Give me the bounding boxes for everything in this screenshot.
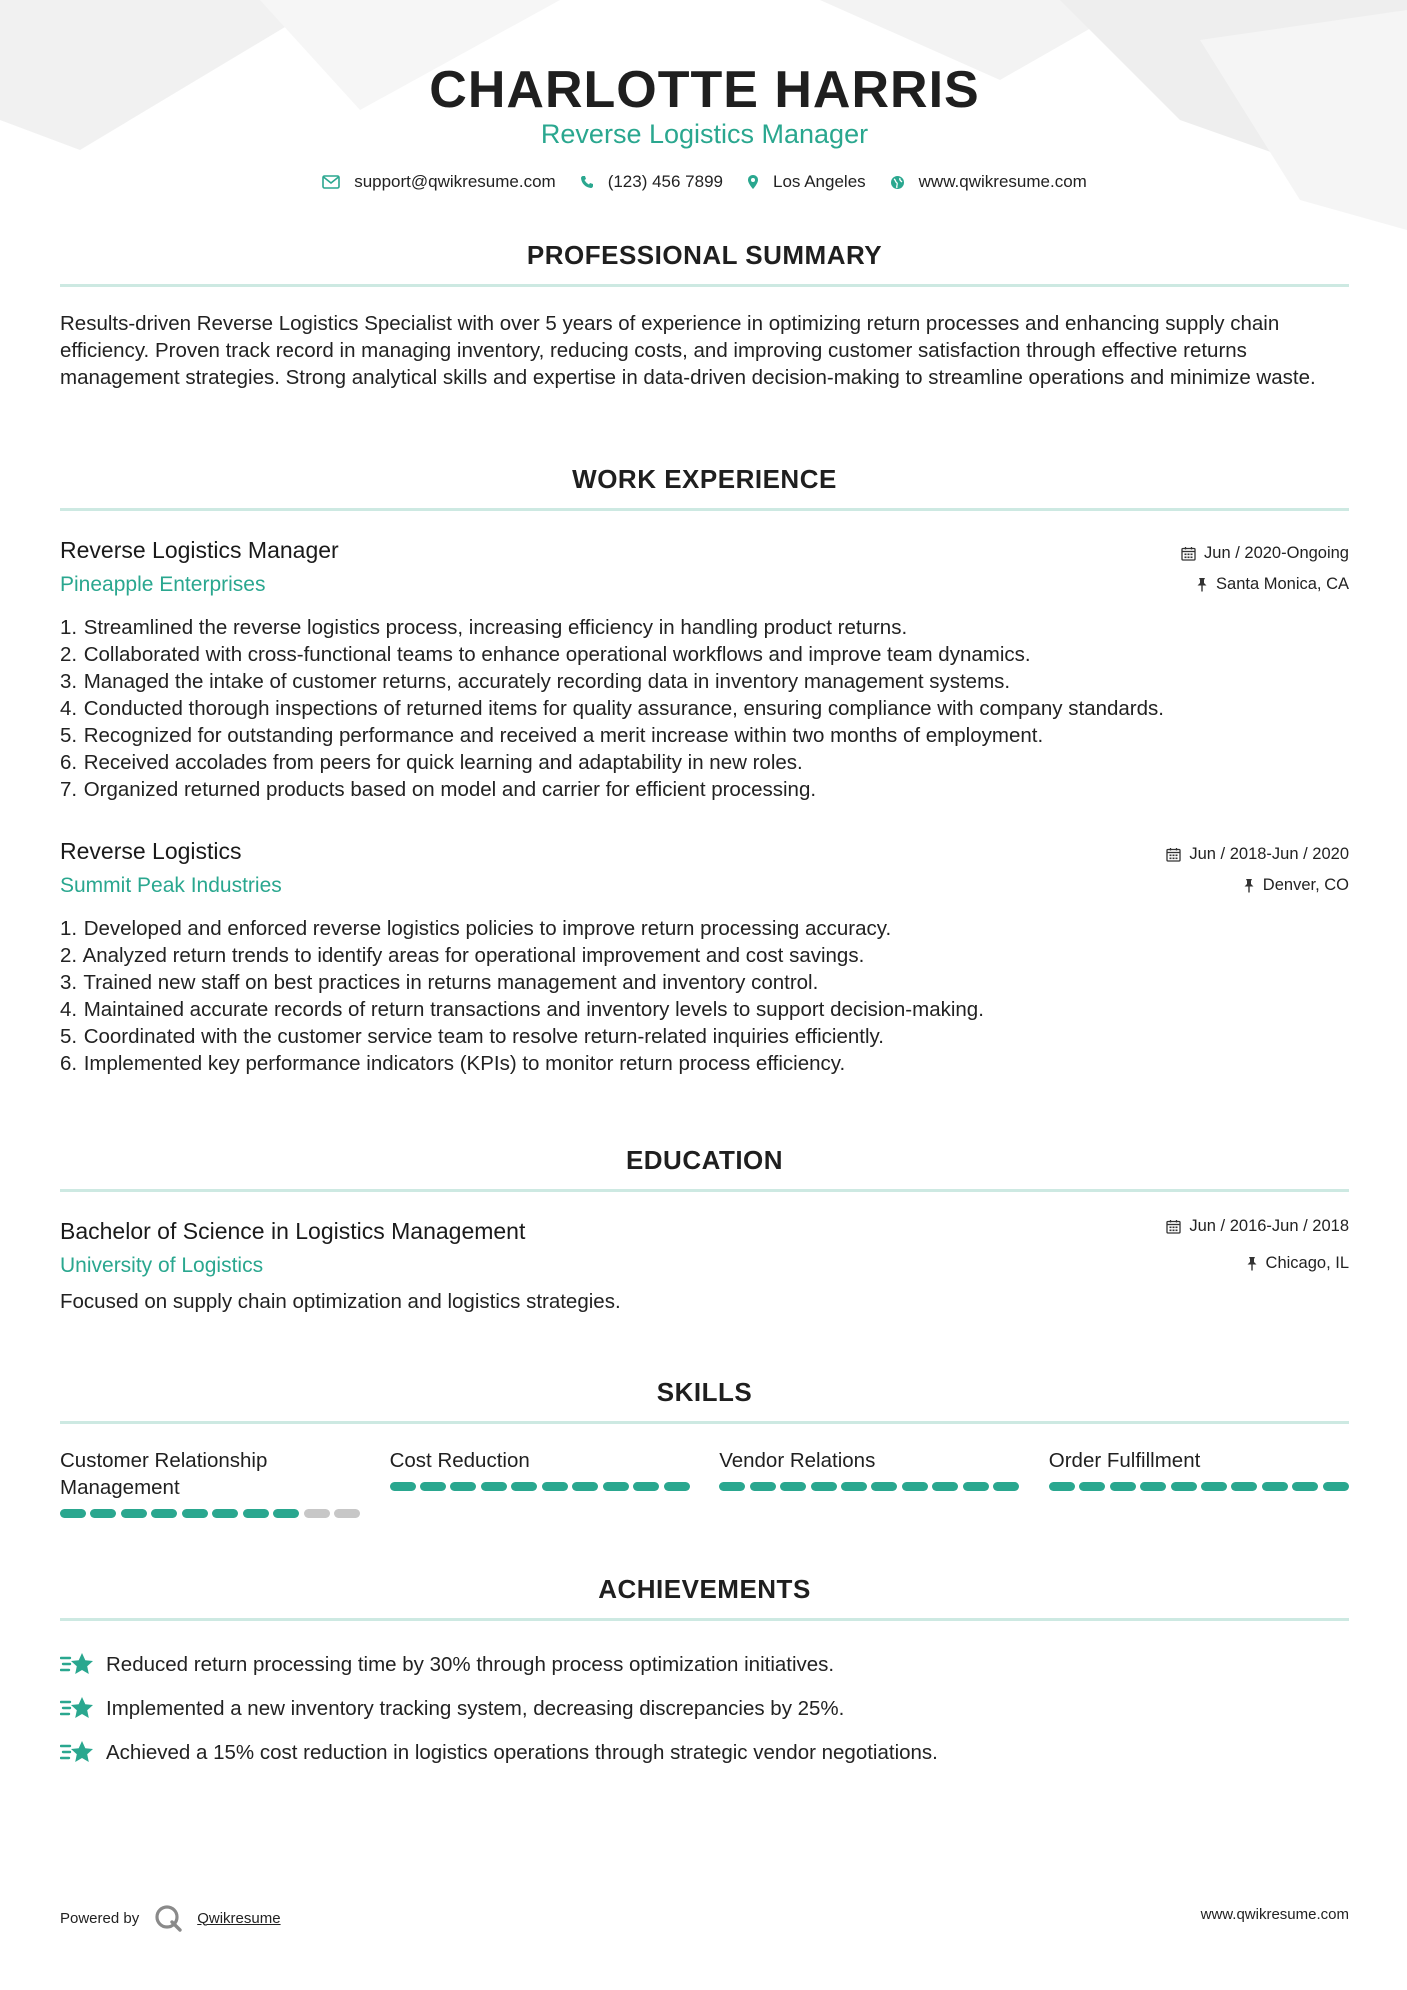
list-item: 5. Recognized for outstanding performance and received a merit increase within two months of employment. [60, 724, 1044, 747]
summary-text: Results-driven Reverse Logistics Specialist with over 5 years of experience in optimizing return processes and enhancing supply chain efficiency. Proven track record in managing inventory, reducing costs, and improving customer satisfaction through effective returns management strategies. Strong analytical skills and expertise in data-driven decision-making to streamline operations and minimize waste. [60, 312, 1316, 389]
envelope-icon [322, 175, 340, 189]
list-item: 2. Analyzed return trends to identify areas for operational improvement and cost savings. [60, 944, 865, 967]
education-description: Focused on supply chain optimization and logistics strategies. [60, 1290, 621, 1313]
job-company: Pineapple Enterprises [60, 573, 266, 596]
skill-level-bar [719, 1482, 1019, 1491]
skill-segment-filled [182, 1509, 208, 1518]
achievements-list [60, 1643, 1349, 1775]
list-item: 5. Coordinated with the customer service team to resolve return-related inquiries efficiently. [60, 1025, 884, 1048]
achievement-text: Reduced return processing time by 30% through process optimization initiatives. [106, 1653, 835, 1676]
shooting-star-icon [60, 1695, 94, 1723]
list-item-text: Recognized for outstanding performance and received a merit increase within two months of employment. [83, 724, 1044, 747]
shooting-star-icon [60, 1651, 94, 1679]
skill-segment-filled [273, 1509, 299, 1518]
skill-segment-filled [90, 1509, 116, 1518]
skill-segment-filled [902, 1482, 928, 1491]
candidate-title: Reverse Logistics Manager [540, 119, 869, 149]
skill-segment-filled [932, 1482, 958, 1491]
skill-segment-filled [1140, 1482, 1166, 1491]
job-location-text: Santa Monica, CA [1216, 575, 1349, 593]
contact-phone[interactable] [580, 172, 723, 192]
skill-segment-filled [420, 1482, 446, 1491]
skill-segment-filled [1201, 1482, 1227, 1491]
skill-segment-filled [780, 1482, 806, 1491]
achievement-item [60, 1687, 1349, 1731]
contact-website-text: www.qwikresume.com [918, 172, 1087, 191]
skills-grid [60, 1447, 1349, 1518]
achievement-item [60, 1643, 1349, 1687]
skill-segment-filled [1110, 1482, 1136, 1491]
skill-segment-filled [603, 1482, 629, 1491]
education-divider [60, 1189, 1349, 1192]
calendar-icon [1166, 847, 1181, 862]
map-pin-icon [747, 174, 759, 190]
skill-segment-filled [633, 1482, 659, 1491]
skill-segment-filled [811, 1482, 837, 1491]
skill-segment-filled [963, 1482, 989, 1491]
skill-segment-filled [572, 1482, 598, 1491]
contact-website[interactable] [890, 172, 1087, 192]
list-item-text: Trained new staff on best practices in returns management and inventory control. [83, 971, 819, 994]
list-item-text: Coordinated with the customer service team to resolve return-related inquiries efficiently. [83, 1025, 884, 1048]
list-item: 3. Managed the intake of customer returns, accurately recording data in inventory management systems. [60, 670, 1011, 693]
skill-segment-filled [542, 1482, 568, 1491]
skill-item: Order Fulfillment [1049, 1447, 1349, 1518]
list-item: 4. Conducted thorough inspections of returned items for quality assurance, ensuring compliance with company standards. [60, 697, 1164, 720]
job-dates [1181, 544, 1349, 563]
list-item-text: Maintained accurate records of return transactions and inventory levels to support decision-making. [83, 998, 984, 1021]
contact-email[interactable] [322, 172, 556, 192]
job-role: Reverse Logistics Manager [60, 537, 339, 563]
achievements-divider [60, 1618, 1349, 1621]
list-item-text: Collaborated with cross-functional teams to enhance operational workflows and improve team dynamics. [83, 643, 1031, 666]
candidate-name: CHARLOTTE HARRIS [429, 61, 980, 119]
brand-link[interactable]: Qwikresume [197, 1909, 281, 1927]
list-item-text: Conducted thorough inspections of returned items for quality assurance, ensuring compliance with company standards. [83, 697, 1164, 720]
skill-segment-filled [841, 1482, 867, 1491]
list-item-text: Received accolades from peers for quick learning and adaptability in new roles. [83, 751, 803, 774]
job-duties-list [60, 614, 1349, 803]
skill-segment-filled [60, 1509, 86, 1518]
skill-segment-filled [481, 1482, 507, 1491]
skill-segment-empty [304, 1509, 330, 1518]
list-item-text: Implemented key performance indicators (KPIs) to monitor return process efficiency. [83, 1052, 846, 1075]
list-item: 7. Organized returned products based on model and carrier for efficient processing. [60, 778, 817, 801]
list-item: 1. Developed and enforced reverse logistics policies to improve return processing accuracy. [60, 917, 892, 940]
job-location [1196, 575, 1349, 594]
skill-level-bar [1049, 1482, 1349, 1491]
education-heading: EDUCATION [625, 1145, 784, 1175]
job-location-text: Denver, CO [1262, 876, 1349, 894]
job-dates-text: Jun / 2018-Jun / 2020 [1189, 845, 1349, 863]
skill-segment-filled [1231, 1482, 1257, 1491]
skill-segment-filled [243, 1509, 269, 1518]
job-location [1243, 876, 1349, 895]
education-dates [1166, 1217, 1349, 1236]
skill-segment-filled [993, 1482, 1019, 1491]
skill-segment-filled [664, 1482, 690, 1491]
education-location-text: Chicago, IL [1265, 1254, 1349, 1272]
contact-bar [60, 172, 1349, 192]
globe-icon [890, 175, 905, 190]
skill-segment-filled [719, 1482, 745, 1491]
skill-segment-filled [1292, 1482, 1318, 1491]
footer-powered-by [60, 1903, 281, 1933]
experience-divider [60, 508, 1349, 511]
list-item: 1. Streamlined the reverse logistics process, increasing efficiency in handling product returns. [60, 616, 908, 639]
skill-level-bar [390, 1482, 690, 1491]
education-location [1246, 1254, 1349, 1273]
contact-location [747, 172, 866, 192]
skill-item: Vendor Relations [719, 1447, 1019, 1518]
achievements-heading: ACHIEVEMENTS [598, 1574, 811, 1604]
skill-segment-filled [390, 1482, 416, 1491]
degree-title: Bachelor of Science in Logistics Management [60, 1218, 526, 1244]
skill-item: Customer Relationship Management [60, 1447, 360, 1518]
job-dates-text: Jun / 2020-Ongoing [1204, 544, 1349, 562]
job-duties-list [60, 915, 1349, 1077]
summary-divider [60, 284, 1349, 287]
summary-heading: PROFESSIONAL SUMMARY [526, 240, 883, 270]
education-dates-text: Jun / 2016-Jun / 2018 [1189, 1217, 1349, 1235]
skill-segment-filled [1171, 1482, 1197, 1491]
experience-heading: WORK EXPERIENCE [572, 464, 837, 494]
job-company: Summit Peak Industries [60, 874, 282, 897]
skill-segment-filled [1262, 1482, 1288, 1491]
contact-email-text: support@qwikresume.com [354, 172, 556, 191]
list-item-text: Analyzed return trends to identify areas for operational improvement and cost savings. [82, 944, 865, 967]
pushpin-icon [1246, 1256, 1258, 1271]
calendar-icon [1181, 546, 1196, 561]
skill-segment-filled [151, 1509, 177, 1518]
phone-icon [580, 175, 594, 189]
qwikresume-logo-icon [153, 1903, 183, 1933]
skill-item: Cost Reduction [390, 1447, 690, 1518]
skill-segment-filled [871, 1482, 897, 1491]
skill-segment-filled [1079, 1482, 1105, 1491]
list-item: 3. Trained new staff on best practices in returns management and inventory control. [60, 971, 819, 994]
pushpin-icon [1196, 577, 1208, 592]
job-dates [1166, 845, 1349, 864]
skill-segment-filled [1049, 1482, 1075, 1491]
skill-segment-filled [212, 1509, 238, 1518]
contact-phone-text: (123) 456 7899 [607, 172, 724, 191]
list-item: 2. Collaborated with cross-functional teams to enhance operational workflows and improve team dynamics. [60, 643, 1031, 666]
pushpin-icon [1243, 878, 1255, 893]
powered-by-label: Powered by [60, 1909, 140, 1927]
list-item-text: Developed and enforced reverse logistics policies to improve return processing accuracy. [83, 917, 892, 940]
calendar-icon [1166, 1219, 1181, 1234]
achievement-item [60, 1731, 1349, 1775]
school-name: University of Logistics [60, 1254, 264, 1277]
shooting-star-icon [60, 1739, 94, 1767]
achievement-text: Achieved a 15% cost reduction in logistics operations through strategic vendor negotiations. [106, 1741, 938, 1764]
skill-segment-filled [511, 1482, 537, 1491]
skill-segment-filled [121, 1509, 147, 1518]
skills-heading: SKILLS [656, 1377, 753, 1407]
list-item: 4. Maintained accurate records of return transactions and inventory levels to support decision-making. [60, 998, 984, 1021]
job-role: Reverse Logistics [60, 838, 242, 864]
list-item: 6. Received accolades from peers for quick learning and adaptability in new roles. [60, 751, 803, 774]
contact-location-text: Los Angeles [773, 172, 866, 191]
list-item-text: Streamlined the reverse logistics process, increasing efficiency in handling product returns. [83, 616, 908, 639]
skill-segment-empty [334, 1509, 360, 1518]
list-item-text: Managed the intake of customer returns, accurately recording data in inventory management systems. [83, 670, 1011, 693]
list-item: 6. Implemented key performance indicators (KPIs) to monitor return process efficiency. [60, 1052, 846, 1075]
skill-level-bar [60, 1509, 360, 1518]
skill-segment-filled [1323, 1482, 1349, 1491]
achievement-text: Implemented a new inventory tracking system, decreasing discrepancies by 25%. [106, 1697, 845, 1720]
list-item-text: Organized returned products based on model and carrier for efficient processing. [83, 778, 817, 801]
footer-website[interactable]: www.qwikresume.com [1200, 1906, 1349, 1923]
skill-segment-filled [450, 1482, 476, 1491]
skill-segment-filled [750, 1482, 776, 1491]
skills-divider [60, 1421, 1349, 1424]
